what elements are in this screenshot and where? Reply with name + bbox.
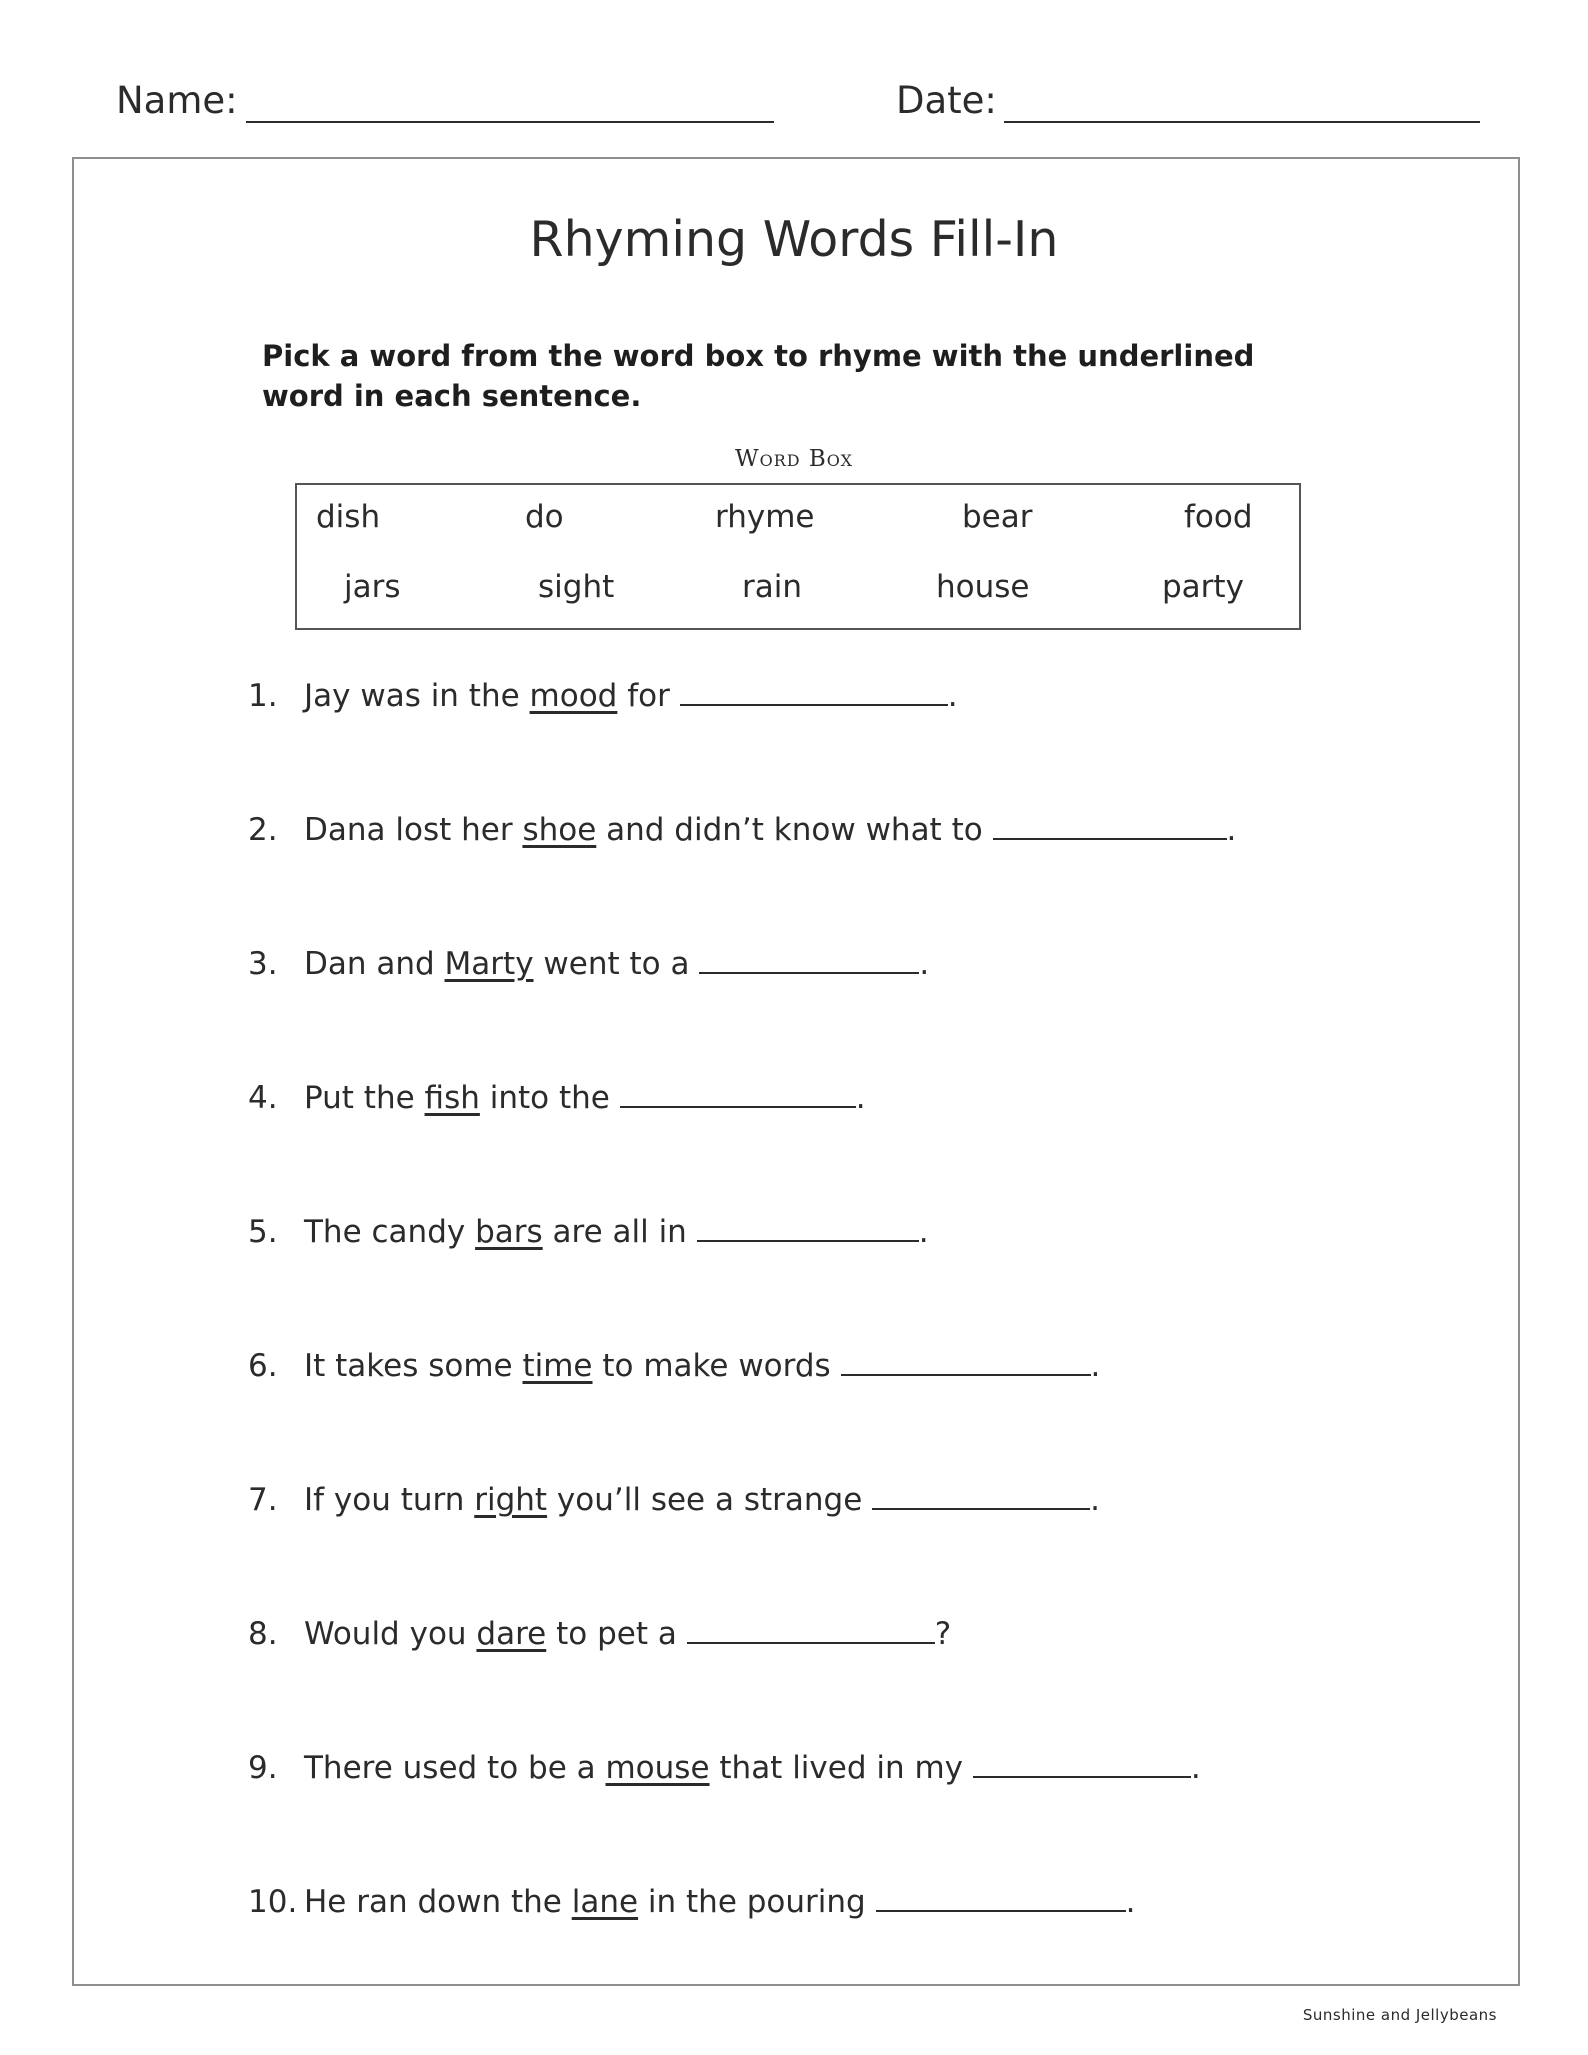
answer-blank[interactable] [699,948,919,974]
question-1 [248,680,958,712]
word-box-word: sight [538,569,615,605]
question-4 [248,1082,866,1114]
question-text: went to a [533,946,700,982]
question-text: Jay was in the [304,678,530,714]
question-number: 1. [248,678,278,714]
question-text: for [617,678,680,714]
word-box-word: bear [962,499,1033,535]
answer-blank[interactable] [876,1886,1126,1912]
question-7 [248,1484,1100,1516]
question-text: It takes some [304,1348,523,1384]
question-number: 2. [248,812,278,848]
question-text: Would you [304,1616,477,1652]
question-text: Dan and [304,946,445,982]
question-number: 6. [248,1348,278,1384]
question-end: . [1125,1884,1136,1920]
word-box-word: do [525,499,564,535]
date-label: Date: [896,79,997,122]
question-end: . [1190,1750,1201,1786]
word-box-word: food [1184,499,1253,535]
footer-credit: Sunshine and Jellybeans [1302,2006,1497,2024]
question-text: in the pouring [638,1884,876,1920]
word-box-word: party [1162,569,1244,605]
underlined-word: time [522,1348,593,1384]
question-text: are all in [542,1214,697,1250]
underlined-word: dare [476,1616,547,1652]
answer-blank[interactable] [680,680,948,706]
question-end: . [918,1214,929,1250]
question-number: 8. [248,1616,278,1652]
name-label: Name: [116,79,238,122]
underlined-word: Marty [444,946,534,982]
underlined-word: right [474,1482,548,1518]
answer-blank[interactable] [973,1752,1191,1778]
word-box-caption: Word Box [734,446,854,472]
question-text: He ran down the [304,1884,572,1920]
word-box-word: rhyme [715,499,815,535]
underlined-word: fish [424,1080,480,1116]
instructions: Pick a word from the word box to rhyme with the underlined word in each sentence. [262,339,1255,413]
question-2 [248,814,1236,846]
worksheet-frame [72,157,1520,1986]
question-end: . [855,1080,866,1116]
name-field[interactable] [246,121,774,123]
question-10 [248,1886,1135,1918]
worksheet-title: Rhyming Words Fill-In [529,211,1059,268]
question-8 [248,1618,951,1650]
question-end: ? [934,1616,952,1652]
underlined-word: lane [571,1884,639,1920]
question-number: 4. [248,1080,278,1116]
question-text: There used to be a [304,1750,606,1786]
question-number: 9. [248,1750,278,1786]
question-5 [248,1216,929,1248]
question-text: into the [479,1080,620,1116]
question-number: 5. [248,1214,278,1250]
date-field[interactable] [1004,121,1480,123]
question-end: . [1226,812,1237,848]
underlined-word: mouse [605,1750,710,1786]
question-text: that lived in my [709,1750,973,1786]
answer-blank[interactable] [697,1216,919,1242]
question-text: and didn’t know what to [596,812,993,848]
question-9 [248,1752,1201,1784]
underlined-word: bars [475,1214,543,1250]
question-text: to pet a [546,1616,687,1652]
question-end: . [1090,1482,1100,1518]
question-text: Dana lost her [304,812,523,848]
answer-blank[interactable] [687,1618,935,1644]
question-end: . [1090,1348,1101,1384]
question-text: The candy [304,1214,476,1250]
answer-blank[interactable] [841,1350,1091,1376]
question-number: 10. [248,1884,298,1920]
question-end: . [947,678,958,714]
question-text: to make words [592,1348,841,1384]
word-box-word: jars [344,569,401,605]
question-number: 3. [248,946,278,982]
question-end: . [919,946,930,982]
question-text: you’ll see a strange [547,1482,873,1518]
answer-blank[interactable] [872,1484,1090,1510]
underlined-word: shoe [522,812,597,848]
underlined-word: mood [529,678,618,714]
question-6 [248,1350,1100,1382]
answer-blank[interactable] [993,814,1227,840]
question-text: If you turn [304,1482,475,1518]
answer-blank[interactable] [620,1082,856,1108]
question-number: 7. [248,1482,278,1518]
word-box-word: rain [742,569,803,605]
question-text: Put the [304,1080,425,1116]
word-box-word: house [936,569,1030,605]
word-box-word: dish [316,499,381,535]
question-3 [248,948,929,980]
